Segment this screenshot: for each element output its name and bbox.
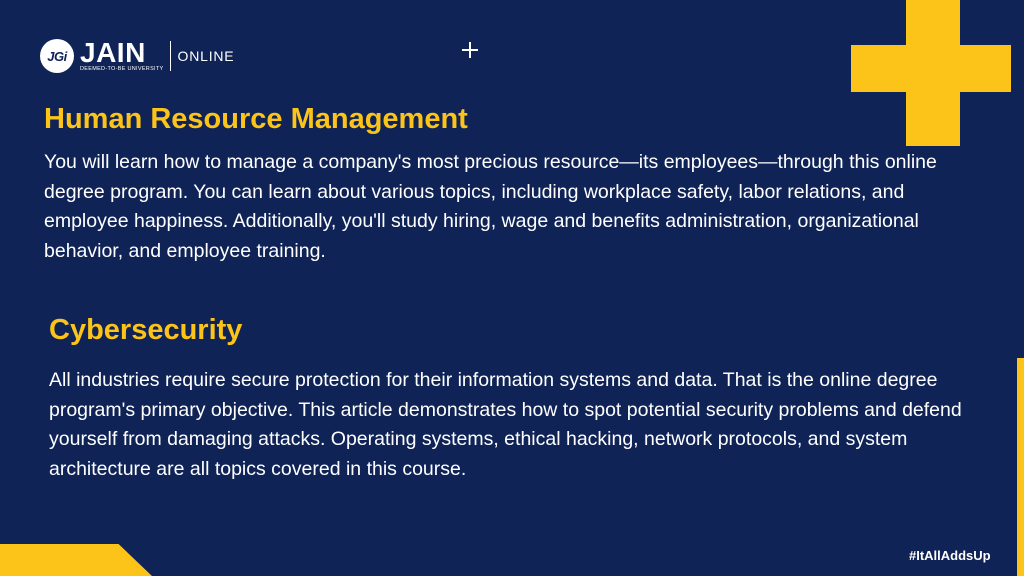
jain-wordmark [80,36,164,73]
jain-online-logo [40,38,234,74]
plus-decoration-icon [851,0,1011,146]
logo-online-label: ONLINE [177,48,235,64]
accent-bar-right [1017,358,1024,576]
section-body-hrm: You will learn how to manage a company's most precious resource—its employees—through this online degree program. You can learn about various topics, including workplace safety, labor relations, and employee happiness. Additionally, you'll study hiring, wage and benefits administration, organizational behavior, and employee training. [44,151,937,262]
section-body-cybersecurity: All industries require secure protection for their information systems and data. That is the online degree program's primary objective. This article demonstrates how to spot potential security problems and defend yourself from damaging attacks. Operating systems, ethical hacking, network protocols, and system architecture are all topics covered in this course. [49,369,962,480]
section-title-cybersecurity: Cybersecurity [49,314,243,346]
logo-divider [170,41,171,71]
plus-decoration-horizontal [851,45,1011,92]
jain-subtitle: DEEMED-TO-BE UNIVERSITY [80,65,164,72]
section-title-hrm: Human Resource Management [44,103,468,135]
plus-icon [460,40,480,60]
jgi-logo-mark: JGi [40,39,74,73]
jain-name: JAIN [80,36,146,68]
accent-corner-shape [0,544,152,576]
hashtag-label: #ItAllAddsUp [909,548,991,563]
